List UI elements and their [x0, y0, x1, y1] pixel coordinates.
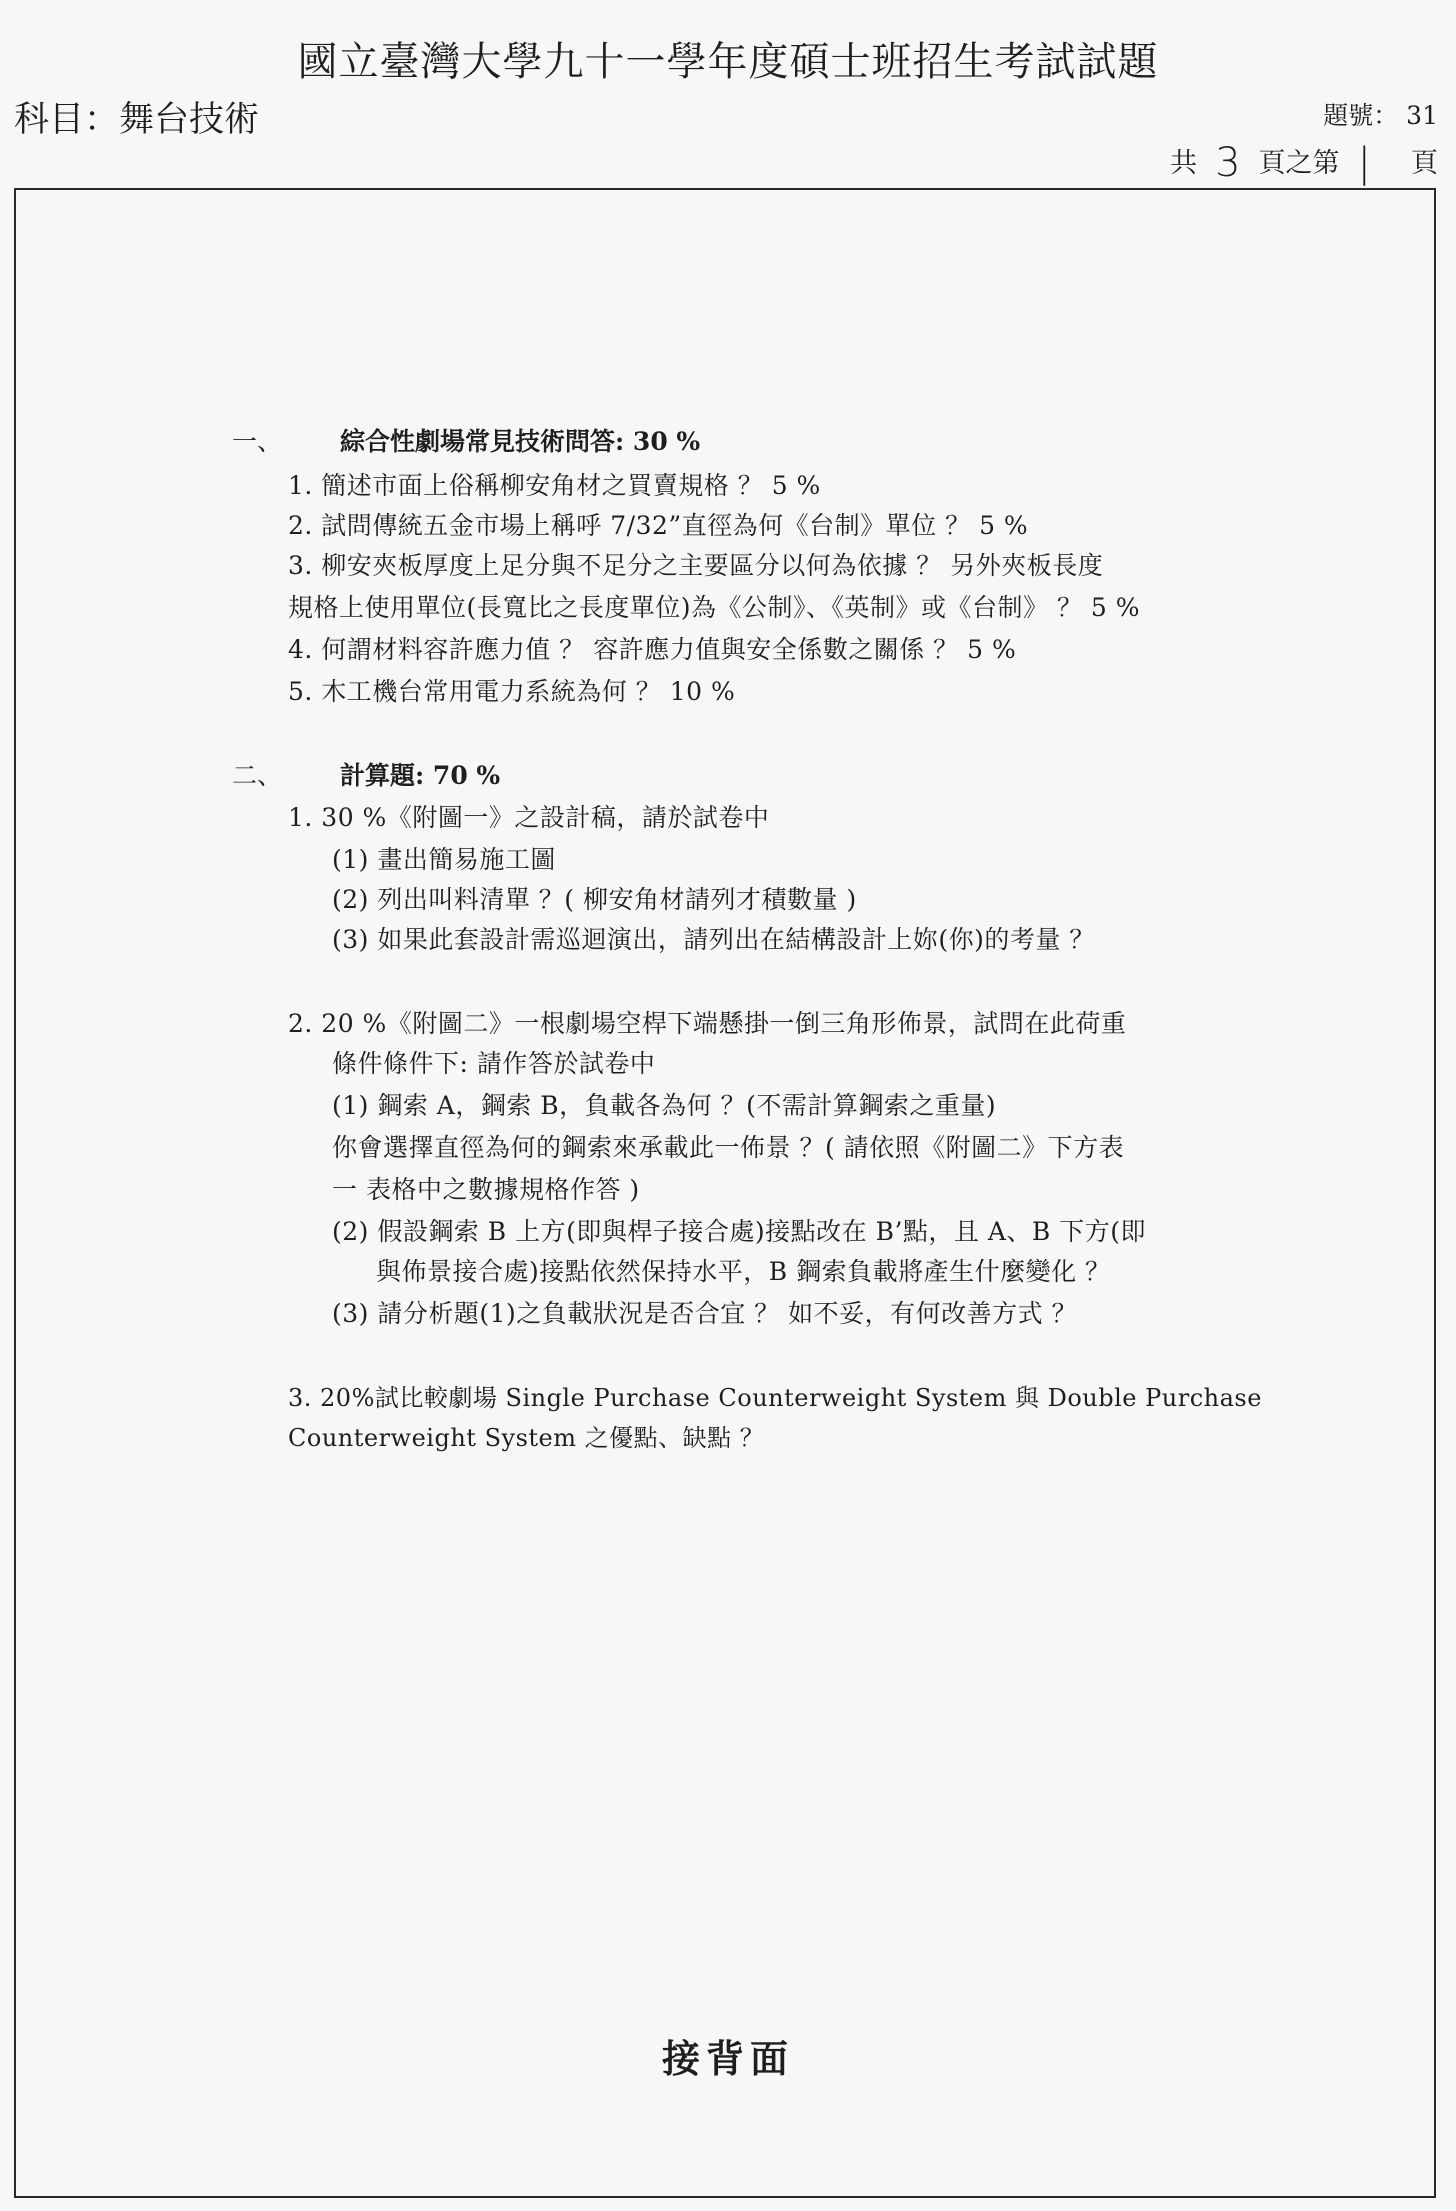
s1-line: 規格上使用單位(長寬比之長度單位)為《公制》、《英制》或《台制》 ？ 5 %	[288, 593, 1141, 622]
q3-line: 3. 20%試比較劇場 Single Purchase Counterweight System 與 Double Purchase	[288, 1384, 1262, 1412]
section-2-number: 二、	[232, 761, 283, 790]
s1-line: 2. 試問傳統五金市場上稱呼 7/32”直徑為何《台制》單位 ？ 5 %	[288, 511, 1029, 540]
q2-line: 與佈景接合處)接點依然保持水平，B 鋼索負載將產生什麼變化 ？	[376, 1257, 1111, 1286]
page-indicator	[1170, 140, 1438, 186]
question-number: 題號： 31	[1323, 101, 1438, 130]
pages-suffix: 頁	[1411, 148, 1438, 179]
subject-label: 科目：舞台技術	[14, 100, 260, 140]
q2-line: 你會選擇直徑為何的鋼索來承載此一佈景 ？( 請依照《附圖二》下方表	[332, 1133, 1125, 1162]
q1-line: (2) 列出叫料清單 ？( 柳安角材請列才積數量 )	[332, 885, 857, 914]
page-current: |	[1357, 140, 1371, 186]
section-2-heading	[232, 756, 500, 792]
s1-line: 4. 何謂材料容許應力值 ？ 容許應力值與安全係數之關係 ？ 5 %	[288, 635, 1017, 664]
q2-line: 條件條件下: 請作答於試卷中	[332, 1049, 656, 1078]
continue-on-back-note: 接背面	[661, 2036, 794, 2081]
q1-line: (3) 如果此套設計需巡迴演出，請列出在結構設計上妳(你)的考量 ？	[332, 925, 1095, 954]
pages-prefix: 共	[1170, 148, 1198, 179]
section-1-title: 綜合性劇場常見技術問答: 30 %	[340, 427, 701, 456]
exam-title: 國立臺灣大學九十一學年度碩士班招生考試試題	[297, 39, 1159, 85]
q2-line: (2) 假設鋼索 B 上方(即與桿子接合處)接點改在 B’點，且 A、B 下方(即	[332, 1217, 1146, 1246]
section-1-number: 一、	[232, 427, 283, 456]
q1-line: (1) 畫出簡易施工圖	[332, 845, 556, 874]
section-1-heading	[232, 422, 700, 458]
q2-line: (3) 請分析題(1)之負載狀況是否合宜 ？ 如不妥，有何改善方式 ？	[332, 1299, 1078, 1328]
s1-line: 3. 柳安夾板厚度上足分與不足分之主要區分以何為依據 ？ 另外夾板長度	[288, 551, 1104, 580]
q2-line: 2. 20 %《附圖二》一根劇場空桿下端懸掛一倒三角形佈景，試問在此荷重	[288, 1009, 1127, 1038]
s1-line: 1. 簡述市面上俗稱柳安角材之買賣規格 ？ 5 %	[288, 471, 821, 500]
pages-total: 3	[1215, 140, 1241, 186]
s1-line: 5. 木工機台常用電力系統為何 ？ 10 %	[288, 677, 736, 706]
q2-line: 一 表格中之數據規格作答 )	[332, 1175, 640, 1204]
q3-line: Counterweight System 之優點、缺點 ？	[288, 1424, 765, 1452]
q1-line: 1. 30 %《附圖一》之設計稿，請於試卷中	[288, 803, 770, 832]
q2-line: (1) 鋼索 A，鋼索 B，負載各為何 ？(不需計算鋼索之重量)	[332, 1091, 997, 1120]
section-2-title: 計算題: 70 %	[340, 761, 501, 790]
pages-middle: 頁之第	[1258, 148, 1340, 179]
